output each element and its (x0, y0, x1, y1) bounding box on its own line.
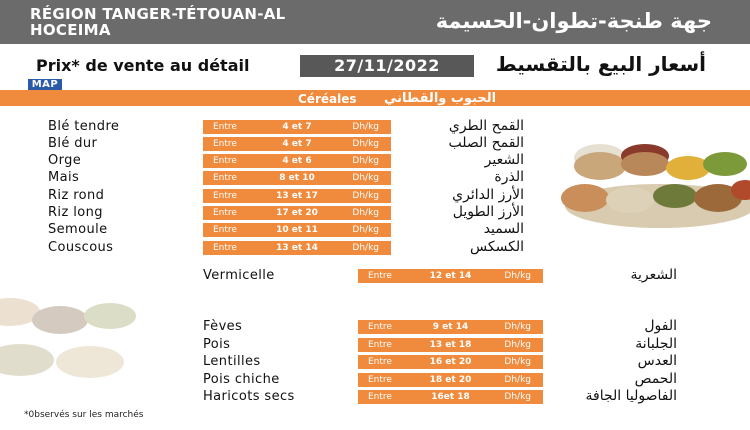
product-name-fr: Orge (48, 153, 82, 168)
price-range-pill: Entre 18 et 20 Dh/kg (358, 373, 543, 387)
region-title-fr: RÉGION TANGER-TÉTOUAN-AL HOCEIMA (30, 5, 286, 39)
price-range-pill: Entre 9 et 14 Dh/kg (358, 320, 543, 334)
product-name-ar: الفول (644, 318, 677, 334)
product-name-ar: القمح الصلب (448, 135, 524, 151)
product-name-fr: Blé dur (48, 136, 98, 151)
map-logo: MAP (28, 79, 62, 91)
product-name-ar: الشعرية (630, 267, 677, 283)
price-range-pill: Entre 4 et 7 Dh/kg (203, 137, 391, 151)
product-name-fr: Couscous (48, 240, 114, 255)
retail-price-title-fr: Prix* de vente au détail (36, 56, 250, 75)
product-name-ar: الجلبانة (635, 336, 677, 352)
product-name-fr: Pois chiche (203, 372, 280, 387)
product-name-ar: الذرة (494, 169, 524, 185)
footnote: *0bservés sur les marchés (24, 410, 144, 420)
product-name-ar: القمح الطري (448, 118, 524, 134)
product-name-fr: Mais (48, 170, 80, 185)
product-name-fr: Semoule (48, 222, 108, 237)
product-name-ar: السميد (483, 221, 524, 237)
price-range-pill: Entre 12 et 14 Dh/kg (358, 269, 543, 283)
price-range-pill: Entre 17 et 20 Dh/kg (203, 206, 391, 220)
price-range-pill: Entre 13 et 18 Dh/kg (358, 338, 543, 352)
retail-price-title-ar: أسعار البيع بالتقسيط (495, 52, 706, 76)
grain-bowls-image (560, 128, 750, 228)
faded-grain-image (0, 290, 150, 390)
region-title-ar: جهة طنجة-تطوان-الحسيمة (435, 9, 712, 33)
product-name-ar: الأرز الدائري (452, 187, 524, 203)
product-name-ar: الأرز الطويل (452, 204, 524, 220)
product-name-ar: العدس (637, 353, 677, 369)
product-name-ar: الكسكس (470, 239, 524, 255)
product-name-ar: الفاصوليا الجافة (585, 388, 677, 404)
price-range-pill: Entre 13 et 14 Dh/kg (203, 241, 391, 255)
price-range-pill: Entre 8 et 10 Dh/kg (203, 171, 391, 185)
category-bar (0, 90, 750, 106)
price-range-pill: Entre 10 et 11 Dh/kg (203, 223, 391, 237)
price-range-pill: Entre 13 et 17 Dh/kg (203, 189, 391, 203)
product-name-fr: Fèves (203, 319, 243, 334)
product-name-fr: Riz rond (48, 188, 105, 203)
date-badge: 27/11/2022 (300, 55, 474, 77)
product-name-fr: Haricots secs (203, 389, 295, 404)
product-name-fr: Lentilles (203, 354, 261, 369)
product-name-ar: الحمص (634, 371, 677, 387)
category-label-ar: الحبوب والقطاني (384, 91, 497, 106)
price-range-pill: Entre 16 et 20 Dh/kg (358, 355, 543, 369)
product-name-fr: Pois (203, 337, 231, 352)
product-name-fr: Blé tendre (48, 119, 120, 134)
product-name-fr: Vermicelle (203, 268, 275, 283)
product-name-fr: Riz long (48, 205, 103, 220)
price-range-pill: Entre 4 et 7 Dh/kg (203, 120, 391, 134)
price-range-pill: Entre 16et 18 Dh/kg (358, 390, 543, 404)
category-label-fr: Céréales (298, 92, 357, 106)
product-name-ar: الشعير (484, 152, 524, 168)
price-range-pill: Entre 4 et 6 Dh/kg (203, 154, 391, 168)
